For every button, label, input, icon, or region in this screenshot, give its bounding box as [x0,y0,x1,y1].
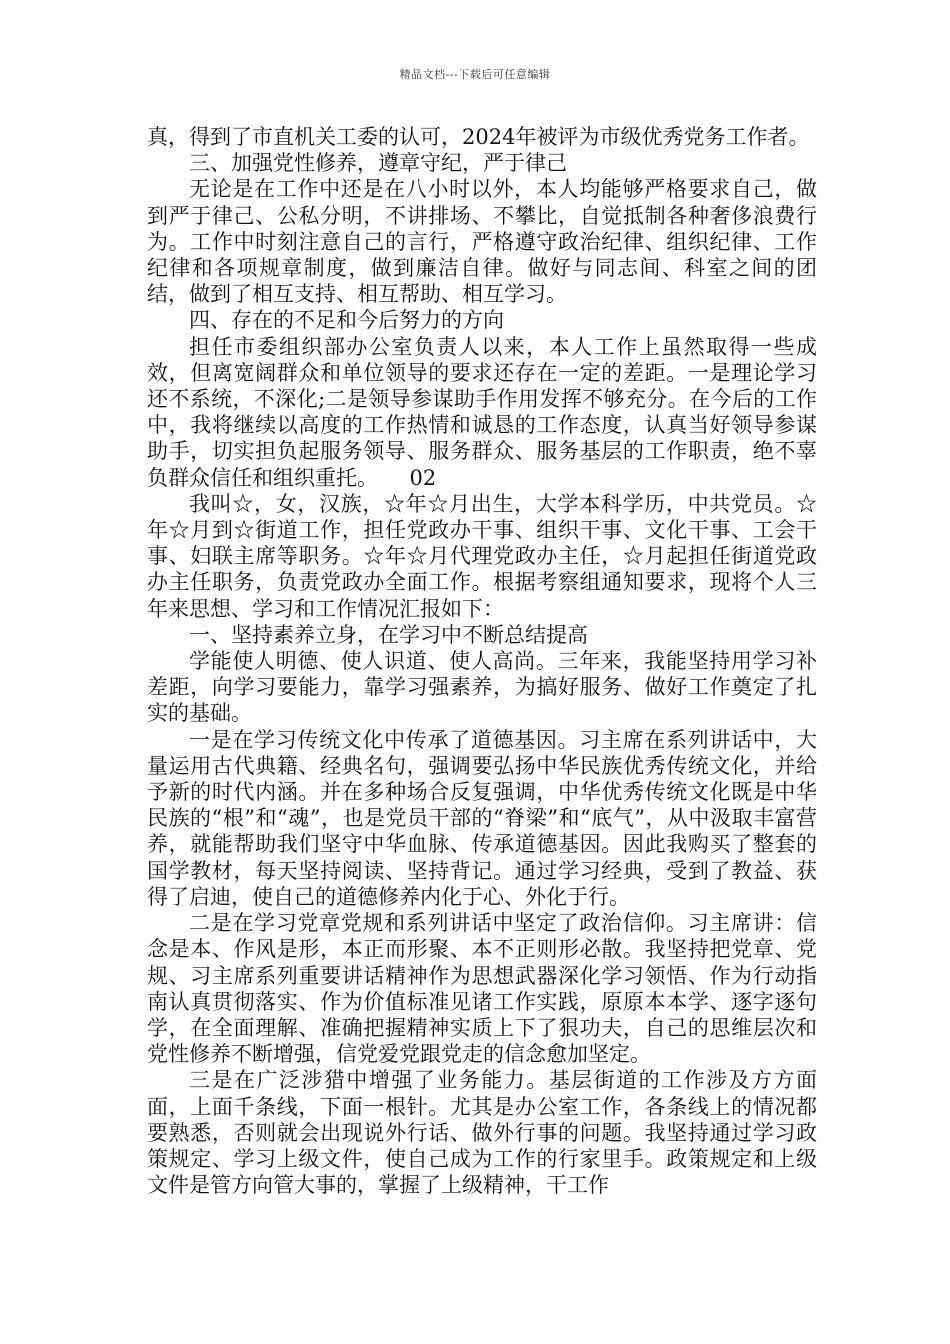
paragraph: 担任市委组织部办公室负责人以来，本人工作上虽然取得一些成效，但离宽阔群众和单位领导的要求还存在一定的差距。一是理论学习还不系统，不深化;二是领导参谋助手作用发挥不够充分。在今后的工作中，我将继续以高度的工作热情和诚恳的工作态度，认真当好领导参谋助手，切实担负起服务领导、服务群众、服务基层的工作职责，绝不辜负群众信任和组织重托。 02 [147,334,817,490]
paragraph: 真，得到了市直机关工委的认可，2024年被评为市级优秀党务工作者。 [147,125,810,149]
paragraph: 无论是在工作中还是在八小时以外，本人均能够严格要求自己，做到严于律己、公私分明，不讲排场、不攀比，自觉抵制各种奢侈浪费行为。工作中时刻注意自己的言行，严格遵守政治纪律、组织纪律、工作纪律和各项规章制度，做到廉洁自律。做好与同志间、科室之间的团结，做到了相互支持、相互帮助、相互学习。 [147,177,817,307]
document-body [147,124,817,1198]
paragraph: 二是在学习党章党规和系列讲话中坚定了政治信仰。习主席讲：信念是本、作风是形，本正而形聚、本不正则形必散。我坚持把党章、党规、习主席系列重要讲话精神作为思想武器深化学习领悟、作为行动指南认真贯彻落实、作为价值标准见诸工作实践，原原本本学、逐字逐句学，在全面理解、准确把握精神实质上下了狠功夫，自己的思维层次和党性修养不断增强，信党爱党跟党走的信念愈加坚定。 [147,911,817,1067]
page-header: 精品文档---下载后可任意编辑 [399,68,551,81]
section-heading: 四、存在的不足和今后努力的方向 [189,308,504,333]
section-heading: 一、坚持素养立身，在学习中不断总结提高 [189,622,588,647]
paragraph: 一是在学习传统文化中传承了道德基因。习主席在系列讲话中，大量运用古代典籍、经典名句，强调要弘扬中华民族优秀传统文化，并给予新的时代内涵。并在多种场合反复强调，中华优秀传统文化既是中华民族的“根”和“魂”，也是党员干部的“脊梁”和“底气”，从中汲取丰富营养，就能帮助我们坚守中华血脉、传承道德基因。因此我购买了整套的国学教材，每天坚持阅读、坚持背记。通过学习经典，受到了教益、获得了启迪，使自己的道德修养内化于心、外化于行。 [147,727,817,909]
paragraph: 我叫☆，女，汉族，☆年☆月出生，大学本科学历，中共党员。☆年☆月到☆街道工作，担任党政办干事、组织干事、文化干事、工会干事、妇联主席等职务。☆年☆月代理党政办主任，☆月起担任街道党政办主任职务，负责党政办全面工作。根据考察组通知要求，现将个人三年来思想、学习和工作情况汇报如下： [147,491,817,621]
paragraph: 三是在广泛涉猎中增强了业务能力。基层街道的工作涉及方方面面，上面千条线，下面一根针。尤其是办公室工作，各条线上的情况都要熟悉，否则就会出现说外行话、做外行事的问题。我坚持通过学习政策规定、学习上级文件，使自己成为工作的行家里手。政策规定和上级文件是管方向管大事的，掌握了上级精神，干工作 [147,1068,817,1198]
paragraph: 学能使人明德、使人识道、使人高尚。三年来，我能坚持用学习补差距，向学习要能力，靠学习强素养，为搞好服务、做好工作奠定了扎实的基础。 [147,649,817,726]
section-heading: 三、加强党性修养，遵章守纪，严于律己 [189,151,567,176]
